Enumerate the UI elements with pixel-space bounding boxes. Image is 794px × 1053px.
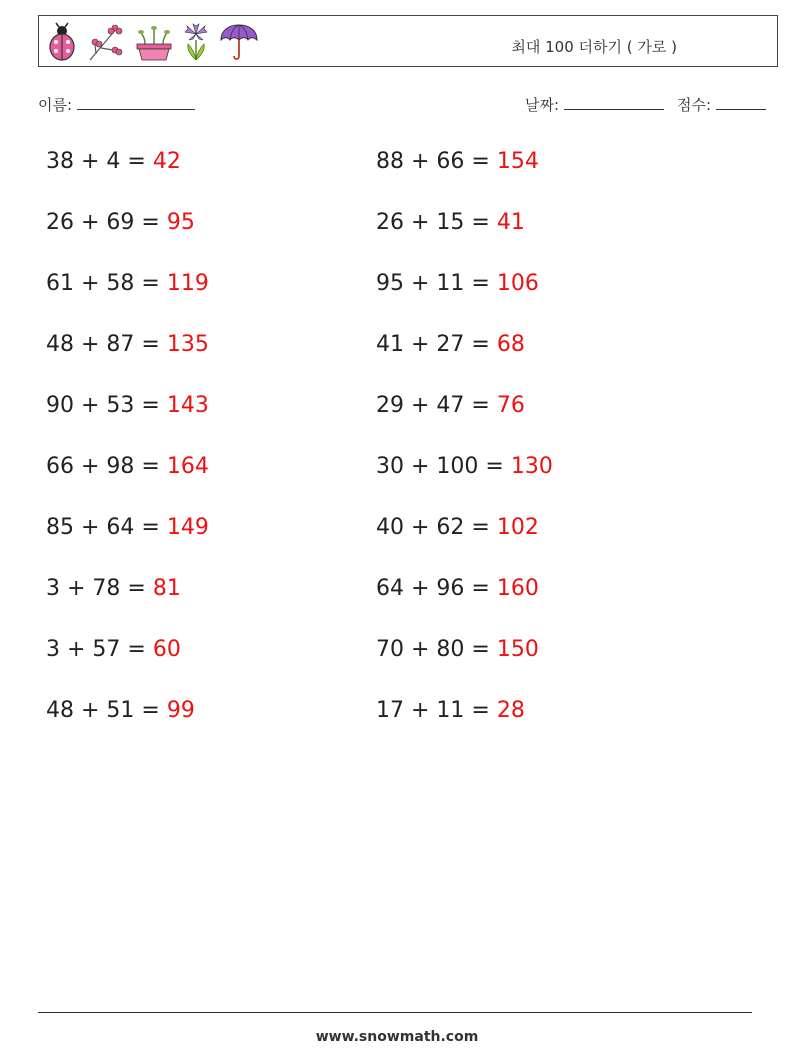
flower-pot-icon — [135, 22, 173, 62]
problem-answer: 76 — [496, 393, 525, 418]
problem-question: 17 + 11 = — [376, 698, 497, 723]
footer-website[interactable]: www.snowmath.com — [315, 1029, 479, 1045]
problem-item — [376, 515, 539, 540]
problem-answer: 154 — [496, 149, 539, 174]
problem-question: 41 + 27 = — [376, 332, 497, 357]
name-blank — [77, 95, 195, 110]
name-field — [38, 94, 195, 115]
problem-question: 26 + 15 = — [376, 210, 497, 235]
score-blank — [716, 95, 766, 110]
problem-answer: 135 — [166, 332, 209, 357]
iris-flower-icon — [183, 22, 209, 62]
problem-question: 30 + 100 = — [376, 454, 511, 479]
date-label: 날짜: — [525, 96, 560, 114]
header-icons — [47, 20, 259, 64]
problem-question: 64 + 96 = — [376, 576, 497, 601]
problem-question: 95 + 11 = — [376, 271, 497, 296]
problem-answer: 106 — [496, 271, 539, 296]
problem-item — [46, 210, 195, 235]
problem-item — [46, 332, 209, 357]
problem-item — [376, 698, 525, 723]
problem-item — [46, 698, 195, 723]
worksheet-title: 최대 100 더하기 ( 가로 ) — [511, 38, 677, 56]
problem-question: 48 + 87 = — [46, 332, 167, 357]
problem-item — [46, 576, 181, 601]
problem-item — [46, 515, 209, 540]
date-blank — [564, 95, 664, 110]
problem-question: 90 + 53 = — [46, 393, 167, 418]
problem-question: 48 + 51 = — [46, 698, 167, 723]
name-label: 이름: — [38, 96, 73, 114]
score-label: 점수: — [677, 96, 712, 114]
problem-item — [46, 637, 181, 662]
problem-item — [46, 149, 181, 174]
problem-item — [376, 393, 525, 418]
flowers-icon — [87, 22, 125, 62]
problem-question: 3 + 78 = — [46, 576, 153, 601]
problem-question: 70 + 80 = — [376, 637, 497, 662]
problem-item — [376, 576, 539, 601]
problem-question: 29 + 47 = — [376, 393, 497, 418]
umbrella-icon — [219, 22, 259, 62]
problem-answer: 60 — [152, 637, 181, 662]
problem-item — [376, 332, 525, 357]
problem-item — [46, 393, 209, 418]
problem-answer: 150 — [496, 637, 539, 662]
problem-answer: 68 — [496, 332, 525, 357]
problem-answer: 42 — [152, 149, 181, 174]
problem-answer: 99 — [166, 698, 195, 723]
problem-answer: 28 — [496, 698, 525, 723]
score-field — [677, 94, 766, 115]
problem-answer: 149 — [166, 515, 209, 540]
problem-question: 38 + 4 = — [46, 149, 153, 174]
problem-question: 66 + 98 = — [46, 454, 167, 479]
problem-item — [376, 149, 539, 174]
ladybug-icon — [47, 22, 77, 62]
problem-item — [376, 637, 539, 662]
problem-item — [46, 271, 209, 296]
problem-question: 26 + 69 = — [46, 210, 167, 235]
problem-answer: 102 — [496, 515, 539, 540]
problem-answer: 130 — [510, 454, 553, 479]
problem-answer: 41 — [496, 210, 525, 235]
problem-question: 85 + 64 = — [46, 515, 167, 540]
problem-answer: 95 — [166, 210, 195, 235]
problem-answer: 160 — [496, 576, 539, 601]
problem-answer: 164 — [166, 454, 209, 479]
problem-item — [46, 454, 209, 479]
header-box — [38, 15, 778, 67]
footer-divider — [38, 1012, 752, 1013]
problem-item — [376, 271, 539, 296]
problem-item — [376, 210, 525, 235]
problem-item — [376, 454, 553, 479]
date-field — [525, 94, 664, 115]
problem-answer: 119 — [166, 271, 209, 296]
problem-question: 3 + 57 = — [46, 637, 153, 662]
problem-answer: 143 — [166, 393, 209, 418]
problem-question: 40 + 62 = — [376, 515, 497, 540]
problem-question: 88 + 66 = — [376, 149, 497, 174]
problem-answer: 81 — [152, 576, 181, 601]
problem-question: 61 + 58 = — [46, 271, 167, 296]
